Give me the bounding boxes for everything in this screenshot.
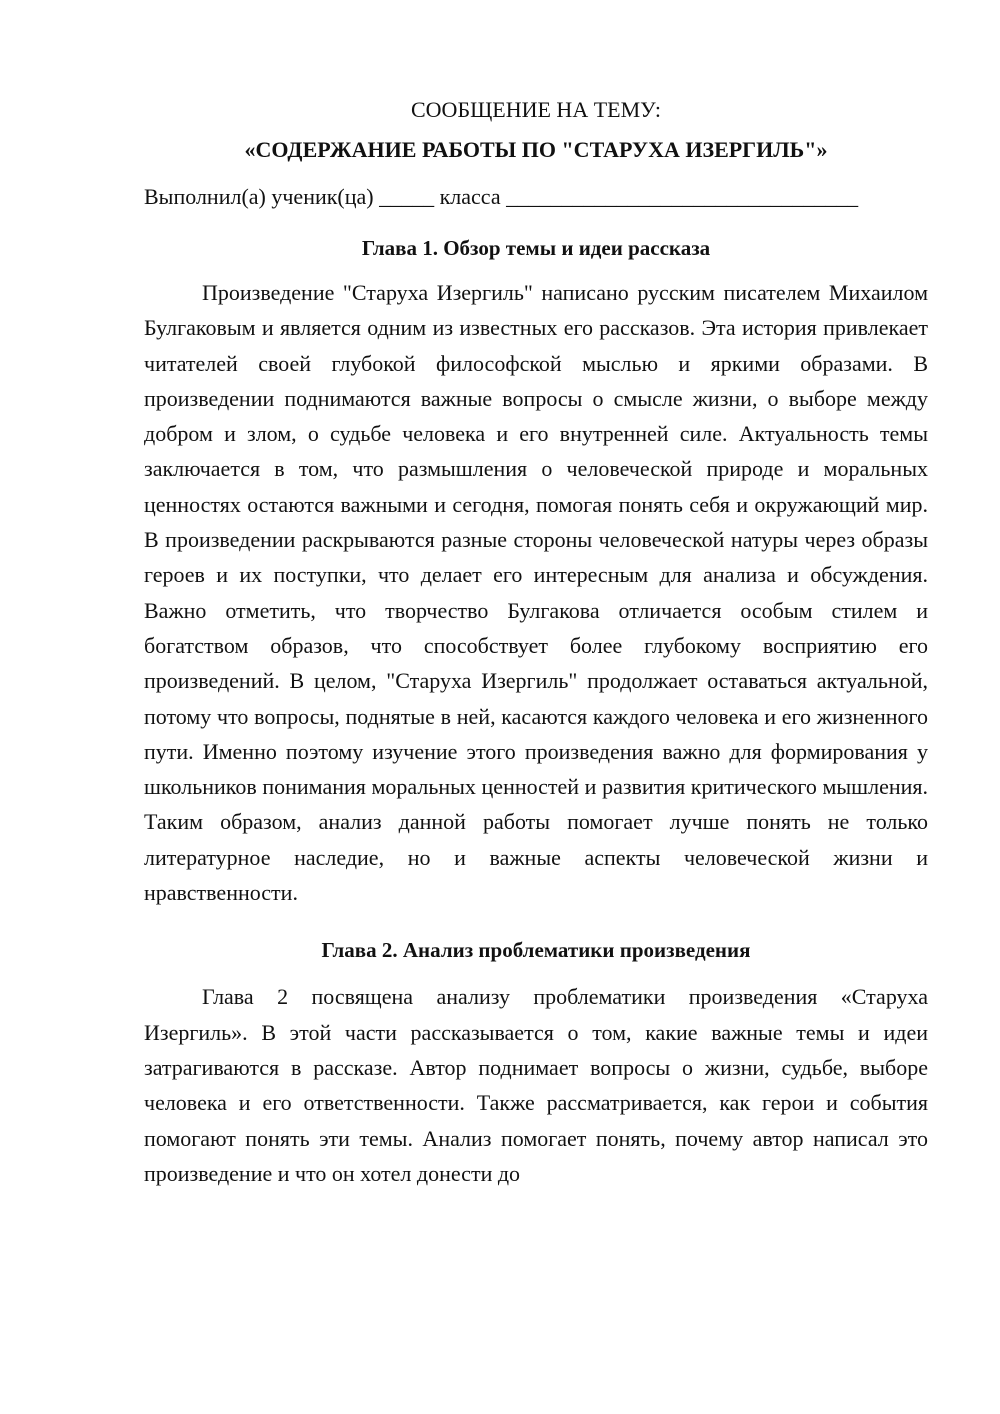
chapter-1-heading: Глава 1. Обзор темы и идеи рассказа (361, 236, 711, 260)
chapter-1-paragraph: Произведение "Старуха Изергиль" написано русским писателем Михаилом Булгаковым и является одним из известных его рассказов. Эта история привлекает читателей своей глубокой философской мыслью и яркими образами. В произведении поднимаются важные вопросы о смысле жизни, о выборе между добром и злом, о судьбе человека и его внутренней силе. Актуальность темы заключается в том, что размышления о человеческой природе и моральных ценностях остаются важными и сегодня, помогая понять себя и окружающий мир. В произведении раскрываются разные стороны человеческой натуры через образы героев и их поступки, что делает его интересным для анализа и обсуждения. Важно отметить, что творчество Булгакова отличается особым стилем и богатством образов, что способствует более глубокому восприятию его произведений. В целом, "Старуха Изергиль" продолжает оставаться актуальной, потому что вопросы, поднятые в ней, касаются каждого человека и его жизненного пути. Именно поэтому изучение этого произведения важно для формирования у школьников понимания моральных ценностей и развития критического мышления. Таким образом, анализ данной работы помогает лучше понять не только литературное наследие, но и важные аспекты человеческой жизни и нравственности. (144, 280, 928, 906)
chapter-2-paragraph: Глава 2 посвящена анализу проблематики произведения «Старуха Изергиль». В этой части рассказывается о том, какие важные темы и идеи затрагиваются в рассказе. Автор поднимает вопросы о жизни, судьбе, выборе человека и его ответственности. Также рассматривается, как герои и события помогают понять эти темы. Анализ помогает понять, почему автор написал это произведение и что он хотел донести до (144, 984, 928, 1186)
document-title-line-2: «СОДЕРЖАНИЕ РАБОТЫ ПО "СТАРУХА ИЗЕРГИЛЬ"» (244, 137, 828, 162)
document-page (144, 92, 928, 1191)
chapter-2-heading: Глава 2. Анализ проблематики произведения (321, 938, 751, 963)
student-info-line: Выполнил(а) ученик(ца) _____ класса ________________________________ (144, 184, 859, 209)
document-title-line-1: СООБЩЕНИЕ НА ТЕМУ: (411, 97, 661, 122)
